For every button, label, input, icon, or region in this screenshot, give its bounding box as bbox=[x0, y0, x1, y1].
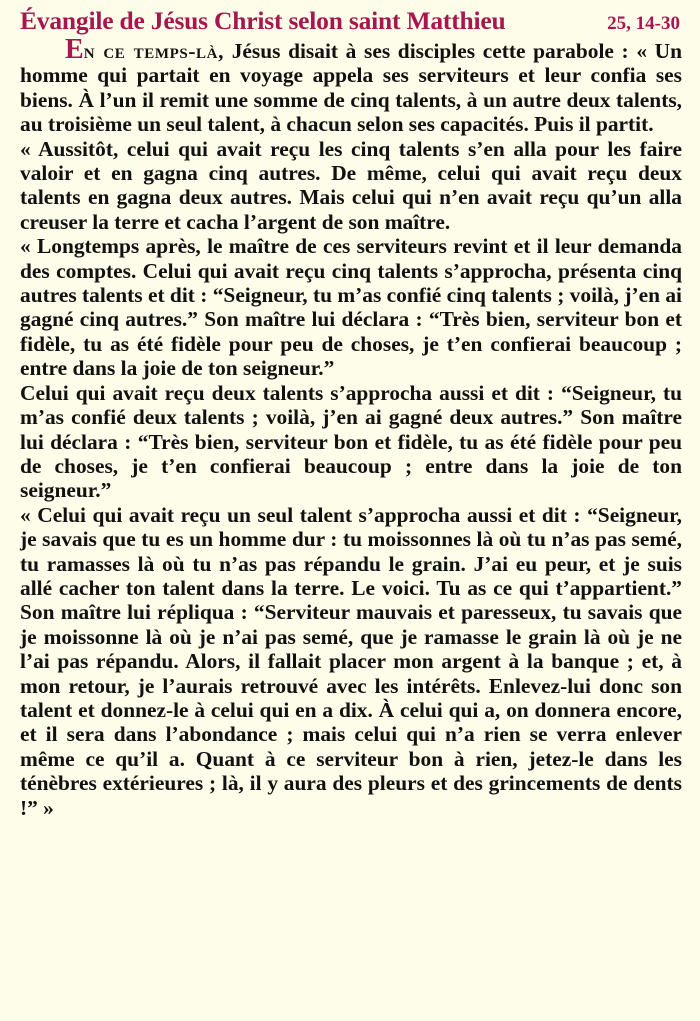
paragraph-5: « Celui qui avait reçu un seul talent s’approcha aussi et dit : “Seigneur, je savais que tu es un homme dur : tu moissonnes là où tu n’as pas semé, tu ramasses là où tu n’as pas répandu le grain. J’ai eu peur, et je suis allé cacher ton talent dans la terre. Le voici. Tu as ce qui t’appartient.” Son maître lui répliqua : “Serviteur mauvais et paresseux, tu savais que je moissonne là où je n’ai pas semé, que je ramasse le grain là où je ne l’ai pas répandu. Alors, il fallait placer mon argent à la banque ; et, à mon retour, je l’aurais retrouvé avec les intérêts. Enlevez-lui donc son talent et donnez-le à celui qui en a dix. À celui qui a, on donnera encore, et il sera dans l’abondance ; mais celui qui n’a rien se verra enlever même ce qu’il a. Quant à ce serviteur bon à rien, jetez-le dans les ténèbres extérieures ; là, il y aura des pleurs et des grincements de dents !” » bbox=[20, 502, 682, 820]
opening-small-caps: n ce temps-là, bbox=[83, 39, 225, 63]
paragraph-4: Celui qui avait reçu deux talents s’approcha aussi et dit : “Seigneur, tu m’as confié deux talents ; voilà, j’en ai gagné deux autres.” Son maître lui déclara : “Très bien, serviteur bon et fidèle, tu as été fidèle pour peu de choses, je t’en confierai beaucoup ; entre dans la joie de ton seigneur.” bbox=[20, 380, 682, 503]
paragraph-3: « Longtemps après, le maître de ces serviteurs revint et il leur demanda des comptes. Celui qui avait reçu cinq talents s’approcha, présenta cinq autres talents et dit : “Seigneur, tu m’as confié cinq talents ; voilà, j’en ai gagné cinq autres.” Son maître lui déclara : “Très bien, serviteur bon et fidèle, tu as été fidèle pour peu de choses, je t’en confierai beaucoup ; entre dans la joie de ton seigneur.” bbox=[20, 234, 682, 381]
page-header bbox=[20, 6, 682, 36]
paragraph-1 bbox=[20, 34, 683, 137]
scripture-reference: 25, 14-30 bbox=[607, 13, 680, 34]
paragraph-2: « Aussitôt, celui qui avait reçu les cinq talents s’en alla pour les faire valoir et en gagna cinq autres. De même, celui qui avait reçu deux talents en gagna deux autres. Mais celui qui n’en avait reçu qu’un alla creuser la terre et cacha l’argent de son maître. bbox=[20, 136, 682, 234]
gospel-title: Évangile de Jésus Christ selon saint Matthieu bbox=[20, 6, 506, 35]
paragraph-1-text: Jésus disait à ses disciples cette parabole : « Un homme qui partait en voyage appela ses serviteurs et leur confia ses biens. À l’un il remit une somme de cinq talents, à un autre deux talents, au troisième un seul talent, à chacun selon ses capacités. Puis il partit. bbox=[20, 39, 683, 137]
drop-cap-letter: E bbox=[65, 34, 84, 65]
gospel-text bbox=[20, 34, 683, 820]
